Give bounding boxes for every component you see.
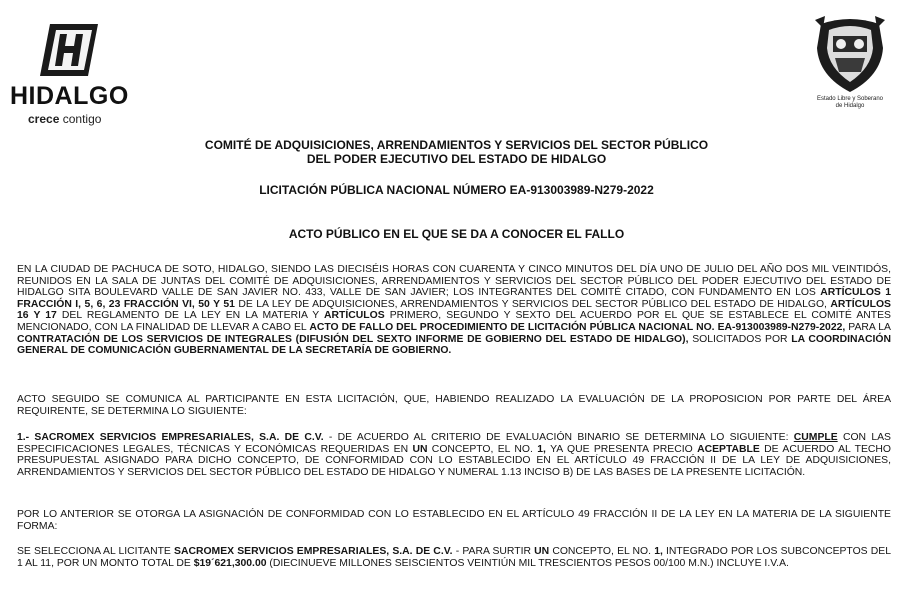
hidalgo-h-icon bbox=[36, 22, 100, 78]
logo-tagline: crece contigo bbox=[28, 112, 102, 126]
hidalgo-logo bbox=[10, 22, 130, 126]
seal-icon bbox=[811, 14, 889, 94]
logo-word: HIDALGO bbox=[10, 82, 129, 110]
paragraph-selection: SE SELECCIONA AL LICITANTE SACROMEX SERVICIOS EMPRESARIALES, S.A. DE C.V. - PARA SURTIR UN CONCEPTO, EL NO. 1, INTEGRADO POR LOS SUBCONCEPTOS DEL 1 AL 11, POR UN MONTO TOTAL DE $19´621,300.00 (DIECINUEVE MILLONES SEISCIENTOS VEINTIÚN MIL TRESCIENTOS PESOS 00/100 M.N.) INCLUYE I.V.A. bbox=[17, 546, 891, 569]
paragraph-evaluation: ACTO SEGUIDO SE COMUNICA AL PARTICIPANTE EN ESTA LICITACIÓN, QUE, HABIENDO REALIZADO LA EVALUACIÓN DE LA PROPOSICION POR PARTE DEL ÁREA REQUIRENTE, SE DETERMINA LO SIGUIENTE: bbox=[17, 394, 891, 417]
licitacion-title: LICITACIÓN PÚBLICA NACIONAL NÚMERO EA-913003989-N279-2022 bbox=[259, 183, 654, 197]
state-seal bbox=[805, 14, 895, 114]
seal-caption: Estado Libre y Soberano de Hidalgo bbox=[816, 96, 884, 109]
paragraph-bidder-result: 1.- SACROMEX SERVICIOS EMPRESARIALES, S.A. DE C.V. - DE ACUERDO AL CRITERIO DE EVALUACIÓN BINARIO SE DETERMINA LO SIGUIENTE: CUMPLE CON LAS ESPECIFICACIONES LEGALES, TÉCNICAS Y ECONÓMICAS REQUERIDAS EN UN CONCEPTO, EL NO. 1, YA QUE PRESENTA PRECIO ACEPTABLE DE ACUERDO AL TECHO PRESUPUESTAL ASIGNADO PARA DICHO CONCEPTO, DE CONFORMIDAD CON LO ESTABLECIDO EN EL ARTÍCULO 49 FRACCIÓN II DE LA LEY DE ADQUISICIONES, ARRENDAMIENTOS Y SERVICIOS DEL SECTOR PÚBLICO DEL ESTADO DE HIDALGO Y NUMERAL 1.13 INCISO B) DE LAS BASES DE LA PRESENTE LICITACIÓN. bbox=[17, 432, 891, 478]
paragraph-assignment: POR LO ANTERIOR SE OTORGA LA ASIGNACIÓN DE CONFORMIDAD CON LO ESTABLECIDO EN EL ARTÍCULO 49 FRACCIÓN II DE LA LEY EN LA MATERIA DE LA SIGUIENTE FORMA: bbox=[17, 509, 891, 532]
acto-title: ACTO PÚBLICO EN EL QUE SE DA A CONOCER EL FALLO bbox=[288, 227, 625, 241]
paragraph-intro: EN LA CIUDAD DE PACHUCA DE SOTO, HIDALGO, SIENDO LAS DIECISÉIS HORAS CON CUARENTA Y CINCO MINUTOS DEL DÍA UNO DE JULIO DEL AÑO DOS MIL VEINTIDÓS, REUNIDOS EN LA SALA DE JUNTAS DEL COMITÉ DE ADQUISICIONES, ARRENDAMIENTOS Y SERVICIOS DEL SECTOR PÚBLICO DEL PODER EJECUTIVO DEL ESTADO DE HIDALGO SITA BOULEVARD VALLE DE SAN JAVIER NO. 433, VALLE DE SAN JAVIER; LOS INTEGRANTES DEL COMITÉ CITADO, CON FUNDAMENTO EN LOS ARTÍCULOS 1 FRACCIÓN I, 5, 6, 23 FRACCIÓN VI, 50 Y 51 DE LA LEY DE ADQUISICIONES, ARRENDAMIENTOS Y SERVICIOS DEL SECTOR PÚBLICO DEL ESTADO DE HIDALGO, ARTÍCULOS 16 Y 17 DEL REGLAMENTO DE LA LEY EN LA MATERIA Y ARTÍCULOS PRIMERO, SEGUNDO Y SEXTO DEL ACUERDO POR EL QUE SE ESTABLECE EL COMITÉ ANTES MENCIONADO, CON LA FINALIDAD DE LLEVAR A CABO EL ACTO DE FALLO DEL PROCEDIMIENTO DE LICITACIÓN PÚBLICA NACIONAL NO. EA-913003989-N279-2022, PARA LA CONTRATACIÓN DE LOS SERVICIOS DE INTEGRALES (DIFUSIÓN DEL SEXTO INFORME DE GOBIERNO DEL ESTADO DE HIDALGO), SOLICITADOS POR LA COORDINACIÓN GENERAL DE COMUNICACIÓN GUBERNAMENTAL DE LA SECRETARÍA DE GOBIERNO. bbox=[17, 264, 891, 357]
committee-title-line1: COMITÉ DE ADQUISICIONES, ARRENDAMIENTOS Y SERVICIOS DEL SECTOR PÚBLICO bbox=[204, 138, 709, 152]
committee-title-line2: DEL PODER EJECUTIVO DEL ESTADO DE HIDALGO bbox=[306, 152, 607, 166]
